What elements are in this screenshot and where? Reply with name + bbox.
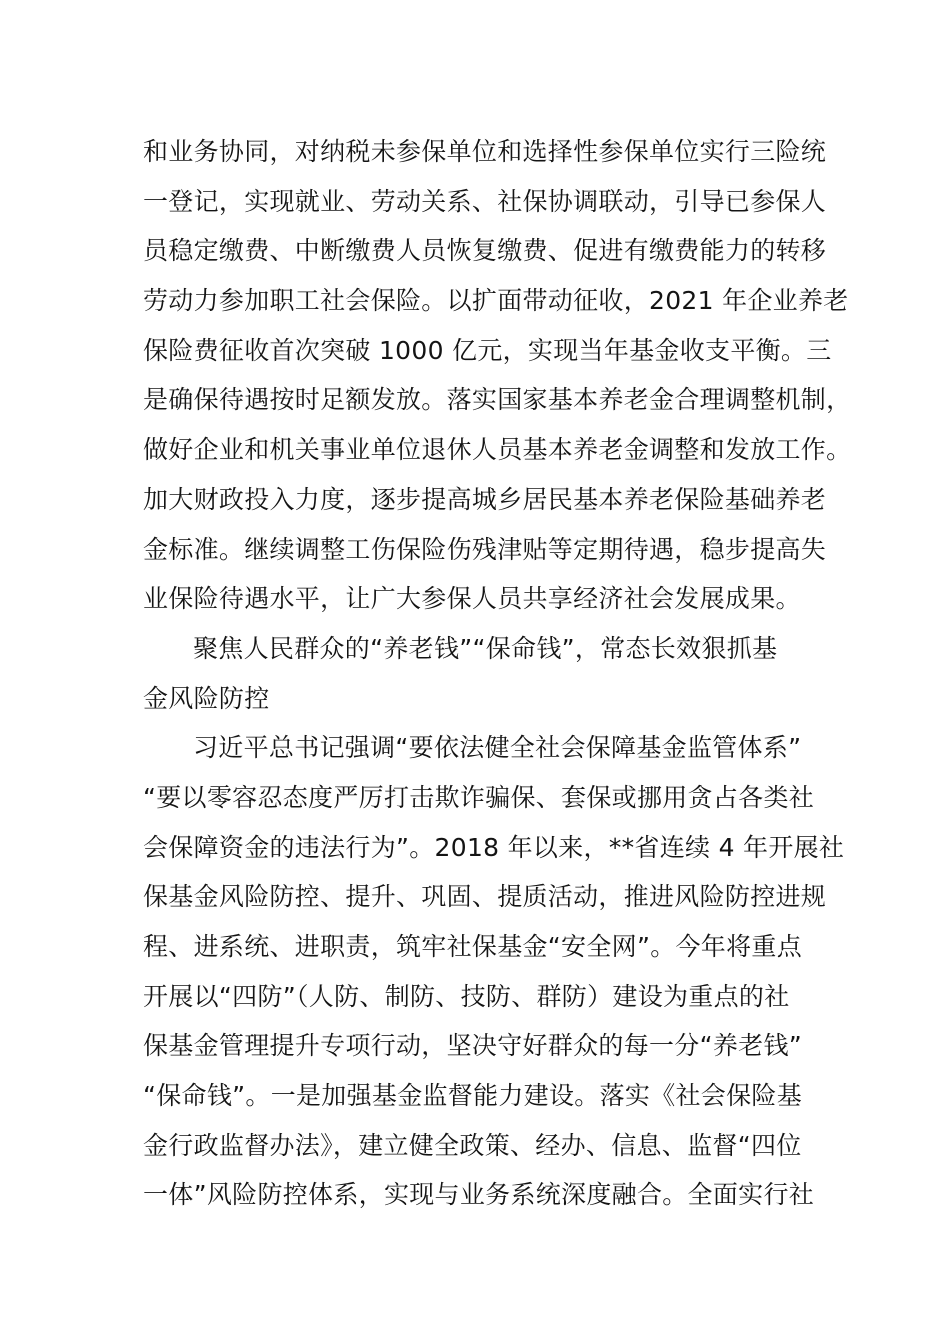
text-line: 金标准。继续调整工伤保险伤残津贴等定期待遇，稳步提高失 [143,534,827,564]
text-line: 保险费征收首次突破 1000 亿元，实现当年基金收支平衡。三 [143,335,832,365]
document-body [143,127,852,1220]
text-line: 保基金管理提升专项行动，坚决守好群众的每一分“养老钱” [143,1031,803,1061]
text-line: 业保险待遇水平，让广大参保人员共享经济社会发展成果。 [143,584,801,614]
text-line: 会保障资金的违法行为”。2018 年以来，**省连续 4 年开展社 [143,832,845,862]
text-line: 加大财政投入力度，逐步提高城乡居民基本养老保险基础养老 [143,484,827,514]
text-line: 程、进系统、进职责，筑牢社保基金“安全网”。今年将重点 [143,932,803,961]
text-line: 保基金风险防控、提升、巩固、提质活动，推进风险防控进规 [143,882,827,912]
text-line: 开展以“四防”（人防、制防、技防、群防）建设为重点的社 [143,981,790,1011]
text-line: 金行政监督办法》，建立健全政策、经办、信息、监督“四位 [143,1130,802,1160]
section-heading-line: 金风险防控 [143,683,270,713]
text-line: 劳动力参加职工社会保险。以扩面带动征收，2021 年企业养老 [143,286,849,316]
text-line: 和业务协同，对纳税未参保单位和选择性参保单位实行三险统 [143,137,827,166]
text-line: 一登记，实现就业、劳动关系、社保协调联动，引导已参保人 [143,186,827,216]
section-heading-line: 聚焦人民群众的“养老钱”“保命钱”，常态长效狠抓基 [193,633,778,663]
text-line: 习近平总书记强调“要依法健全社会保障基金监管体系” [193,733,802,763]
text-line: 员稳定缴费、中断缴费人员恢复缴费、促进有缴费能力的转移 [143,236,827,266]
text-line: “要以零容忍态度严厉打击欺诈骗保、套保或挪用贪占各类社 [143,782,815,812]
text-line: 是确保待遇按时足额发放。落实国家基本养老金合理调整机制， [143,385,852,415]
text-line: “保命钱”。一是加强基金监督能力建设。落实《社会保险基 [143,1081,803,1111]
text-line: 做好企业和机关事业单位退休人员基本养老金调整和发放工作。 [143,435,852,465]
text-line: 一体”风险防控体系，实现与业务系统深度融合。全面实行社 [143,1180,815,1210]
